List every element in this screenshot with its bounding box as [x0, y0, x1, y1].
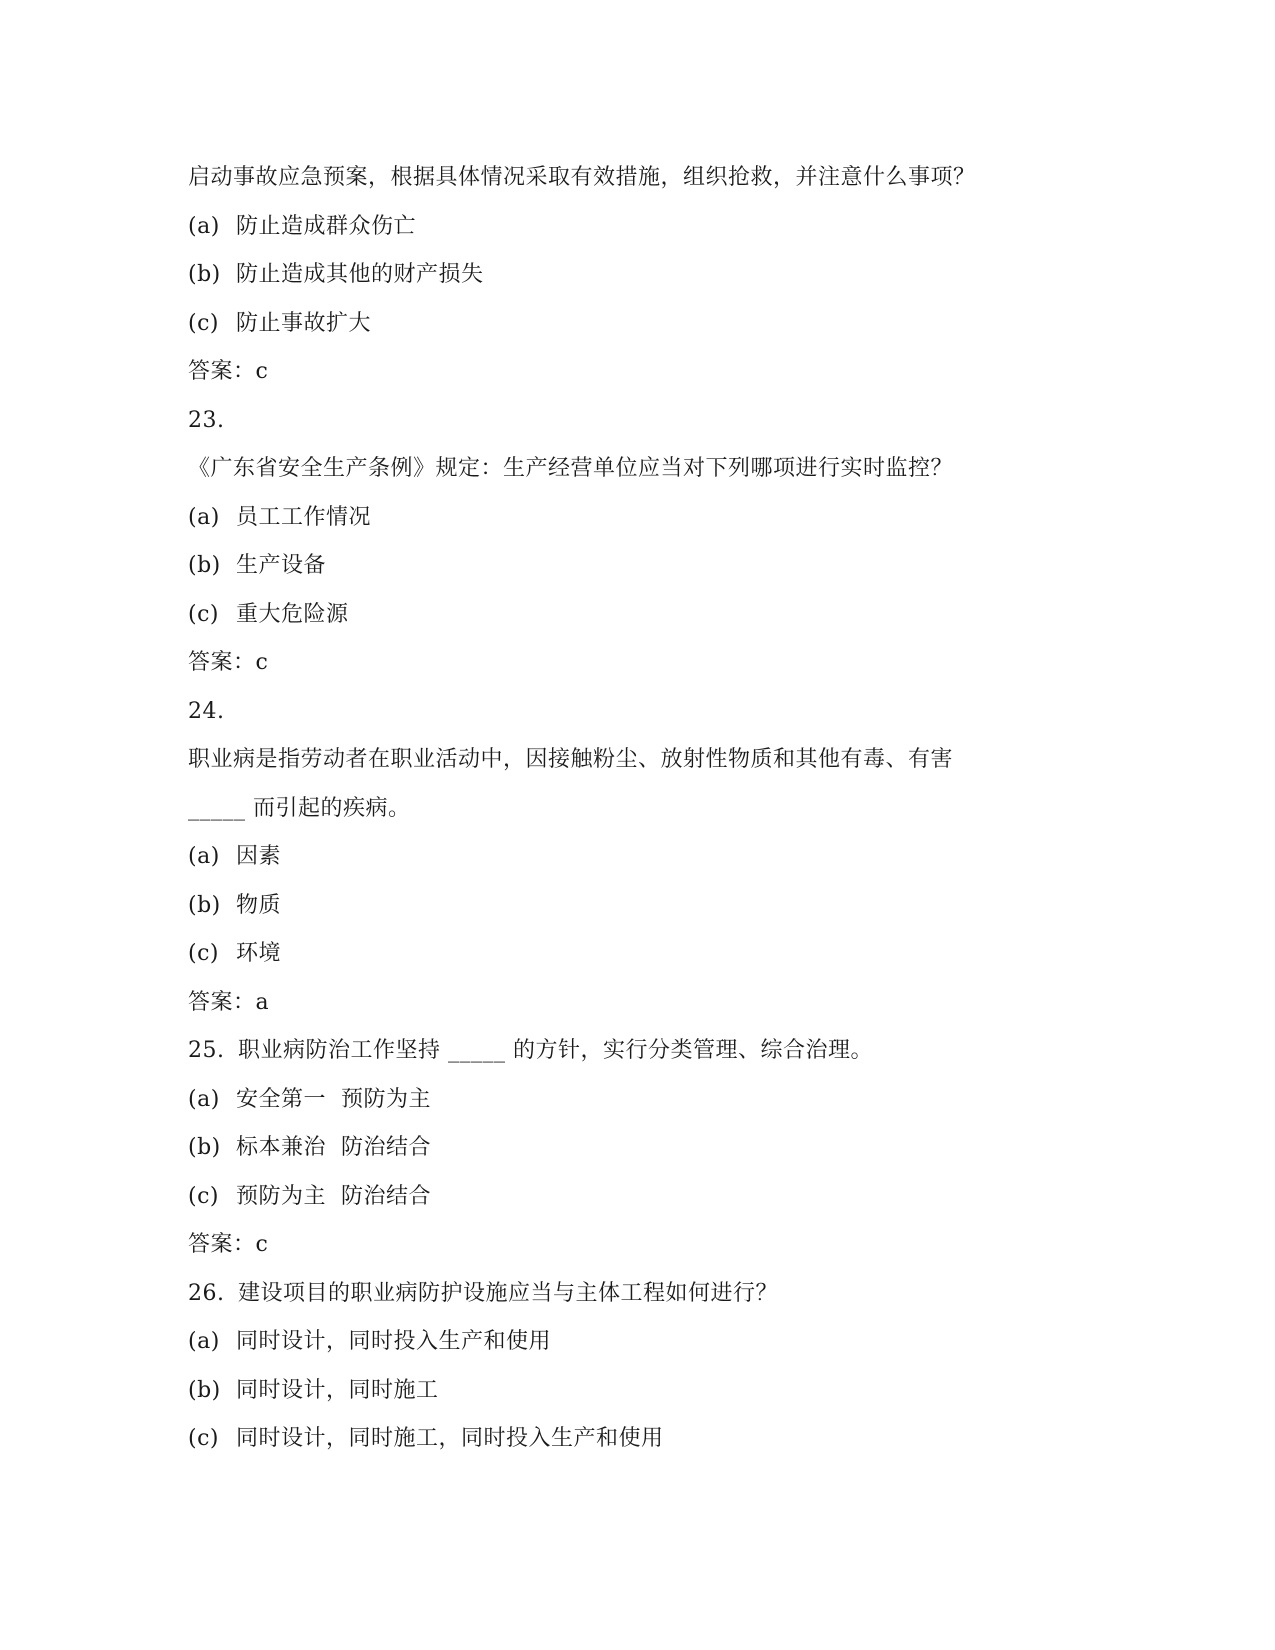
- option-label: (a): [188, 1086, 220, 1112]
- option-text: 同时设计，同时施工，同时投入生产和使用: [236, 1426, 664, 1451]
- option-text: 防止造成群众伤亡: [236, 213, 417, 239]
- question-text-continued: _____ 而引起的疾病。: [188, 795, 411, 821]
- option-text: 防止造成其他的财产损失: [236, 262, 484, 287]
- question-text: 职业病防治工作坚持 _____ 的方针，实行分类管理、综合治理。: [238, 1038, 873, 1063]
- question-text: 启动事故应急预案，根据具体情况采取有效措施，组织抢救，并注意什么事项？: [188, 165, 976, 190]
- option-label: (a): [188, 844, 220, 869]
- question-number: 23.: [188, 407, 225, 433]
- option-line: [188, 1367, 1068, 1416]
- option-label: (c): [188, 941, 219, 966]
- option-text: 物质: [236, 892, 282, 918]
- option-line: [188, 882, 1068, 931]
- question-line: [188, 1027, 1068, 1076]
- option-line: [188, 203, 1068, 252]
- question-text: 《广东省安全生产条例》规定：生产经营单位应当对下列哪项进行实时监控？: [188, 456, 954, 481]
- option-line: [188, 1415, 1068, 1464]
- answer-line: 答案：c: [188, 359, 269, 384]
- option-label: (b): [188, 262, 221, 287]
- option-label: (a): [188, 213, 220, 239]
- option-line: [188, 494, 1068, 543]
- option-text: 标本兼治 防治结合: [236, 1135, 431, 1160]
- question-number: 24.: [188, 698, 225, 724]
- option-text: 同时设计，同时施工: [236, 1377, 439, 1403]
- option-label: (b): [188, 1377, 221, 1403]
- option-line: [188, 300, 1068, 349]
- option-line: [188, 833, 1068, 882]
- option-text: 安全第一 预防为主: [236, 1086, 431, 1112]
- answer-line: 答案：c: [188, 650, 269, 675]
- option-text: 生产设备: [236, 553, 327, 578]
- option-label: (b): [188, 553, 221, 578]
- question-number: 26.: [188, 1280, 225, 1306]
- question-line: [188, 1270, 1068, 1319]
- option-label: (c): [188, 1183, 219, 1209]
- option-text: 重大危险源: [236, 601, 349, 627]
- option-label: (b): [188, 892, 221, 918]
- option-label: (b): [188, 1135, 221, 1160]
- option-text: 员工工作情况: [236, 504, 372, 530]
- document-page: [188, 154, 1068, 1464]
- option-label: (a): [188, 1329, 220, 1354]
- option-line: [188, 1318, 1068, 1367]
- option-line: [188, 591, 1068, 640]
- answer-line: 答案：c: [188, 1232, 269, 1257]
- option-line: [188, 930, 1068, 979]
- question-text: 职业病是指劳动者在职业活动中，因接触粉尘、放射性物质和其他有毒、有害: [188, 747, 954, 772]
- option-text: 因素: [236, 844, 282, 869]
- option-label: (c): [188, 310, 219, 336]
- option-label: (a): [188, 504, 220, 530]
- question-text: 建设项目的职业病防护设施应当与主体工程如何进行？: [238, 1280, 779, 1306]
- answer-line: 答案：a: [188, 989, 270, 1015]
- option-line: [188, 1076, 1068, 1125]
- option-label: (c): [188, 1426, 219, 1451]
- option-text: 防止事故扩大: [236, 310, 372, 336]
- option-label: (c): [188, 601, 219, 627]
- option-text: 预防为主 防治结合: [236, 1183, 431, 1209]
- option-line: [188, 1173, 1068, 1222]
- option-line: [188, 251, 1068, 300]
- question-number: 25.: [188, 1038, 225, 1063]
- option-line: [188, 1124, 1068, 1173]
- option-text: 环境: [236, 941, 282, 966]
- option-line: [188, 542, 1068, 591]
- option-text: 同时设计，同时投入生产和使用: [236, 1329, 552, 1354]
